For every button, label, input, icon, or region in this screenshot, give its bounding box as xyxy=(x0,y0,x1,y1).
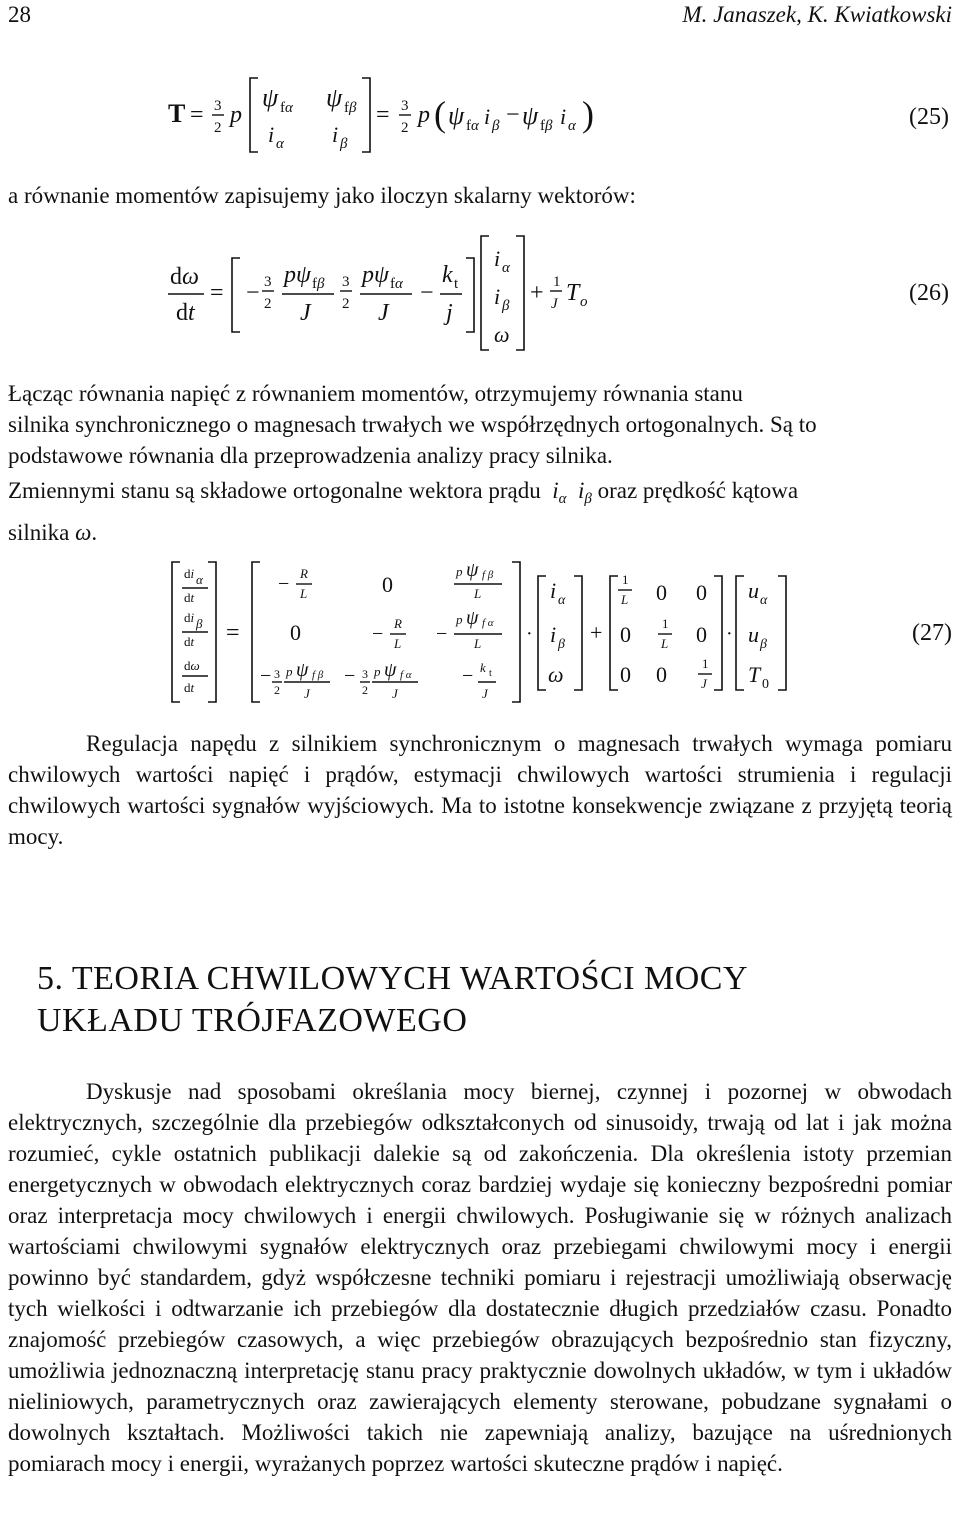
svg-text:+: + xyxy=(530,280,544,306)
svg-text:ψ: ψ xyxy=(296,659,309,681)
svg-text:t: t xyxy=(489,668,492,679)
svg-text:3: 3 xyxy=(264,274,272,290)
svg-text:J: J xyxy=(482,686,488,701)
svg-text:β: β xyxy=(760,637,767,652)
equation-26-graphic xyxy=(0,228,960,358)
svg-text:−: − xyxy=(278,573,290,595)
running-head: M. Janaszek, K. Kwiatkowski xyxy=(682,2,952,27)
svg-text:ψ: ψ xyxy=(262,83,279,112)
svg-text:=: = xyxy=(210,280,224,306)
equation-25-graphic xyxy=(0,72,960,162)
discussion-paragraph xyxy=(8,1076,952,1479)
svg-text:L: L xyxy=(621,592,629,607)
svg-text:pψ: pψ xyxy=(284,262,311,288)
svg-text:1: 1 xyxy=(662,616,669,631)
equation-25 xyxy=(0,72,960,162)
svg-text:J: J xyxy=(392,686,398,701)
combine-line-1: Łącząc równania napięć z równaniem momentów, otrzymujemy równania stanu xyxy=(8,381,743,406)
section-title-line-1: 5. TEORIA CHWILOWYCH WARTOŚCI MOCY xyxy=(37,960,749,997)
svg-text:J: J xyxy=(701,676,707,691)
svg-text:pψ: pψ xyxy=(362,262,389,288)
svg-text:0: 0 xyxy=(656,662,667,687)
svg-text:−: − xyxy=(344,665,356,687)
symbol-alpha-sub: α xyxy=(558,491,567,507)
svg-text:−: − xyxy=(506,102,520,128)
svg-text:fα: fα xyxy=(390,276,403,292)
svg-text:p: p xyxy=(418,102,430,128)
svg-text:u: u xyxy=(748,578,759,603)
svg-text:p: p xyxy=(456,612,463,627)
svg-text:): ) xyxy=(582,94,594,134)
svg-text:ψ: ψ xyxy=(326,83,343,112)
svg-text:α: α xyxy=(502,260,510,276)
svg-text:i: i xyxy=(560,104,567,129)
svg-text:p: p xyxy=(286,664,293,679)
svg-text:·: · xyxy=(526,623,533,645)
svg-text:3: 3 xyxy=(274,667,280,681)
svg-text:fβ: fβ xyxy=(344,100,357,116)
svg-text:dt: dt xyxy=(176,300,195,326)
svg-text:dω: dω xyxy=(170,264,199,290)
svg-text:ψ: ψ xyxy=(448,101,465,130)
svg-text:3: 3 xyxy=(342,274,350,290)
svg-text:dt: dt xyxy=(184,634,195,649)
svg-text:L: L xyxy=(474,636,482,651)
svg-text:u: u xyxy=(748,622,759,647)
combine-paragraph xyxy=(8,378,952,548)
svg-text:0: 0 xyxy=(620,622,631,647)
symbol-beta-sub: β xyxy=(584,491,592,507)
svg-text:T: T xyxy=(168,99,186,128)
svg-text:f α: f α xyxy=(400,669,412,681)
svg-text:di: di xyxy=(184,610,195,625)
svg-text:fα: fα xyxy=(466,118,479,134)
svg-text:fβ: fβ xyxy=(540,118,553,134)
equation-26-number: (26) xyxy=(909,280,949,306)
svg-text:t: t xyxy=(454,276,459,292)
svg-text:T: T xyxy=(566,280,580,306)
svg-text:ω: ω xyxy=(548,662,564,687)
svg-text:dt: dt xyxy=(184,680,195,695)
svg-text:ω: ω xyxy=(494,322,510,347)
equation-27 xyxy=(0,556,960,716)
svg-text:i: i xyxy=(484,104,491,129)
svg-text:f α: f α xyxy=(482,617,494,629)
state-variables-line-2 xyxy=(8,517,952,548)
svg-text:=: = xyxy=(190,102,204,128)
svg-text:β: β xyxy=(492,118,500,134)
svg-text:2: 2 xyxy=(274,683,280,697)
intro-eq26-paragraph xyxy=(8,180,952,211)
svg-text:i: i xyxy=(332,122,339,147)
svg-text:2: 2 xyxy=(214,120,222,136)
svg-text:p: p xyxy=(456,564,463,579)
svg-text:(: ( xyxy=(434,94,446,134)
svg-text:2: 2 xyxy=(401,120,409,136)
svg-text:=: = xyxy=(226,620,240,646)
svg-text:k: k xyxy=(480,660,486,675)
svg-text:β: β xyxy=(502,298,510,314)
page-number: 28 xyxy=(8,2,31,27)
combine-line-3: podstawowe równania dla przeprowadzenia analizy pracy silnika. xyxy=(8,443,613,468)
svg-text:f β: f β xyxy=(312,669,324,681)
combine-line-2: silnika synchronicznego o magnesach trwałych we współrzędnych ortogonalnych. Są to xyxy=(8,412,817,437)
regulation-text: Regulacja napędu z silnikiem synchronicznym o magnesach trwałych wymaga pomiaru chwilowych wartości napięć i prądów, estymacji chwilowych wartości strumienia i regulacji chwilowych wartości sygnałów wyjściowych. Ma to istotne konsekwencje związane z przyjętą teorią mocy. xyxy=(8,731,952,849)
svg-text:fα: fα xyxy=(280,100,293,116)
state-vars-period: . xyxy=(91,520,98,545)
state-variables-line xyxy=(8,475,952,515)
page-header xyxy=(8,2,952,32)
svg-text:L: L xyxy=(394,636,402,651)
svg-text:ψ: ψ xyxy=(466,559,479,581)
svg-text:α: α xyxy=(276,136,284,152)
svg-text:p: p xyxy=(374,664,381,679)
symbol-i-beta: i xyxy=(577,478,585,503)
svg-text:f β: f β xyxy=(482,569,494,581)
equation-27-number: (27) xyxy=(912,620,952,646)
svg-text:1: 1 xyxy=(622,572,629,587)
svg-text:3: 3 xyxy=(214,98,222,114)
svg-text:i: i xyxy=(268,122,275,147)
svg-text:−: − xyxy=(246,280,260,306)
svg-text:fβ: fβ xyxy=(312,276,325,292)
svg-text:0: 0 xyxy=(620,662,631,687)
svg-text:−: − xyxy=(260,665,272,687)
section-title xyxy=(37,958,937,1042)
svg-text:i: i xyxy=(494,246,501,271)
svg-text:L: L xyxy=(474,586,482,601)
svg-text:i: i xyxy=(550,622,557,647)
state-vars-line2-word: silnika xyxy=(8,520,70,545)
svg-text:−: − xyxy=(372,623,384,645)
svg-text:3: 3 xyxy=(401,98,409,114)
svg-text:·: · xyxy=(726,623,733,645)
svg-text:0: 0 xyxy=(696,580,707,605)
svg-text:R: R xyxy=(394,616,402,631)
svg-text:α: α xyxy=(558,593,566,608)
svg-text:k: k xyxy=(442,262,453,288)
svg-text:0: 0 xyxy=(382,572,393,597)
svg-text:o: o xyxy=(580,294,588,310)
svg-text:dt: dt xyxy=(184,590,195,605)
svg-text:J: J xyxy=(378,300,389,326)
svg-text:β: β xyxy=(340,136,348,152)
svg-text:1: 1 xyxy=(702,656,709,671)
svg-text:−: − xyxy=(462,665,474,687)
svg-text:i: i xyxy=(494,284,501,309)
intro-eq26-text: a równanie momentów zapisujemy jako iloczyn skalarny wektorów: xyxy=(8,183,636,208)
svg-text:ψ: ψ xyxy=(466,607,479,629)
regulation-paragraph xyxy=(8,728,952,852)
svg-text:0: 0 xyxy=(656,580,667,605)
symbol-i-alpha: i xyxy=(552,478,559,503)
svg-text:p: p xyxy=(230,102,242,128)
svg-text:0: 0 xyxy=(762,677,769,692)
svg-text:di: di xyxy=(184,566,195,581)
svg-text:i: i xyxy=(550,578,557,603)
svg-text:ψ: ψ xyxy=(384,659,397,681)
svg-text:β: β xyxy=(558,637,565,652)
svg-text:1: 1 xyxy=(553,274,561,290)
svg-text:ψ: ψ xyxy=(522,101,539,130)
svg-text:2: 2 xyxy=(264,296,272,312)
svg-text:0: 0 xyxy=(696,622,707,647)
equation-25-number: (25) xyxy=(909,104,949,130)
svg-text:R: R xyxy=(300,566,308,581)
svg-text:α: α xyxy=(568,118,576,134)
svg-text:β: β xyxy=(196,616,203,631)
svg-text:L: L xyxy=(661,636,669,651)
equation-26 xyxy=(0,228,960,358)
svg-text:α: α xyxy=(760,593,768,608)
symbol-omega: ω xyxy=(75,520,92,545)
svg-text:dω: dω xyxy=(184,658,200,673)
discussion-text: Dyskusje nad sposobami określania mocy biernej, czynnej i pozornej w obwodach elektrycznych, szczególnie dla przebiegów odkształconych od sinusoidy, trwają od lat i jak można rozumieć, cykle ostatnich publikacji dalekie są od zakończenia. Dla określenia istoty przemian energetycznych w obwodach elektrycznych coraz bardziej wydaje się konieczny bezpośredni pomiar oraz interpretacja mocy chwilowych i energii chwilowych. Posługiwanie się w różnych analizach wartościami chwilowymi sygnałów elektrycznych oraz przebiegami chwilowymi mocy i energii powinno być standardem, gdyż współczesne techniki pomiaru i rejestracji umożliwiają obserwację tych wielkości i odtwarzanie ich przebiegów dla dostatecznie długich przedziałów czasu. Ponadto znajomość przebiegów czasowych, a więc przebiegów obrazujących bezpośrednio stan fizyczny, umożliwia jednoznaczną interpretację stanu pracy praktycznie dowolnych układów, w tym i układów nieliniowych, parametrycznych oraz zawierających elementy sterowane, pobudzane sygnałami o dowolnych kształtach. Możliwości takich nie zapewniają analizy, bazujące na uśrednionych pomiarach mocy i energii, wyrażanych poprzez wartości skuteczne prądów i napięć. xyxy=(8,1079,952,1476)
svg-text:2: 2 xyxy=(362,683,368,697)
svg-text:2: 2 xyxy=(342,296,350,312)
svg-text:J: J xyxy=(304,686,310,701)
svg-text:−: − xyxy=(436,623,448,645)
svg-text:L: L xyxy=(300,586,308,601)
state-vars-after: oraz prędkość kątowa xyxy=(597,478,799,503)
svg-text:T: T xyxy=(748,662,761,687)
svg-text:0: 0 xyxy=(290,620,301,645)
svg-text:−: − xyxy=(420,280,434,306)
svg-text:J: J xyxy=(551,296,558,312)
state-vars-before: Zmiennymi stanu są składowe ortogonalne wektora prądu xyxy=(8,478,541,503)
svg-text:j: j xyxy=(446,300,453,326)
svg-text:=: = xyxy=(376,102,390,128)
svg-text:+: + xyxy=(590,620,603,645)
section-title-line-2: UKŁADU TRÓJFAZOWEGO xyxy=(37,1002,468,1039)
svg-text:J: J xyxy=(300,300,311,326)
svg-text:3: 3 xyxy=(362,667,368,681)
equation-27-graphic xyxy=(0,556,960,716)
svg-text:α: α xyxy=(196,572,203,587)
